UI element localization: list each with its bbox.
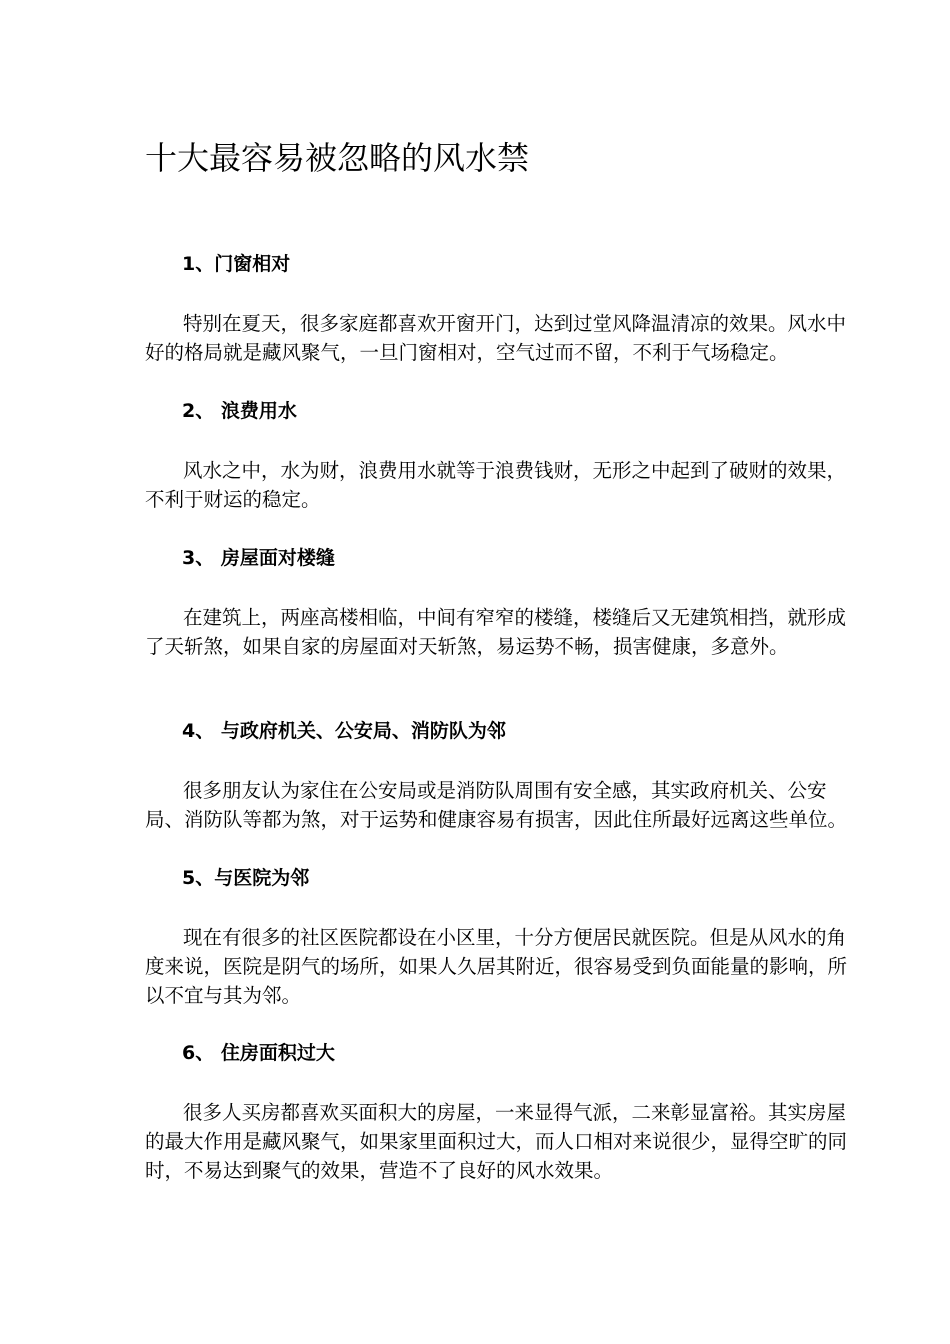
paragraph-line: 局、消防队等都为煞，对于运势和健康容易有损害，因此住所最好远离这些单位。 <box>145 808 848 831</box>
paragraph-line: 度来说，医院是阴气的场所，如果人久居其附近，很容易受到负面能量的影响，所 <box>145 955 848 978</box>
paragraph-line: 风水之中，水为财，浪费用水就等于浪费钱财，无形之中起到了破财的效果， <box>183 459 847 482</box>
section-heading-6: 6、 住房面积过大 <box>182 1042 335 1064</box>
section-paragraph-2 <box>145 456 917 514</box>
paragraph-line: 在建筑上，两座高楼相临，中间有窄窄的楼缝，楼缝后又无建筑相挡，就形成 <box>183 606 847 629</box>
paragraph-line: 很多朋友认为家住在公安局或是消防队周围有安全感，其实政府机关、公安 <box>183 779 827 802</box>
paragraph-line: 不利于财运的稳定。 <box>145 488 321 511</box>
section-paragraph-1 <box>145 309 917 367</box>
paragraph-line: 很多人买房都喜欢买面积大的房屋，一来显得气派，二来彰显富裕。其实房屋 <box>183 1101 847 1124</box>
paragraph-line: 现在有很多的社区医院都设在小区里，十分方便居民就医院。但是从风水的角 <box>183 926 847 949</box>
section-heading-5: 5、与医院为邻 <box>182 867 310 889</box>
section-heading-3: 3、 房屋面对楼缝 <box>182 547 335 569</box>
section-paragraph-4 <box>145 776 917 834</box>
section-paragraph-6 <box>145 1098 917 1185</box>
paragraph-line: 时，不易达到聚气的效果，营造不了良好的风水效果。 <box>145 1159 614 1182</box>
paragraph-line: 特别在夏天，很多家庭都喜欢开窗开门，达到过堂风降温清凉的效果。风水中 <box>183 312 847 335</box>
section-paragraph-3 <box>145 603 917 661</box>
section-paragraph-5 <box>145 923 917 1010</box>
section-heading-2: 2、 浪费用水 <box>182 400 297 422</box>
document-title: 十大最容易被忽略的风水禁 <box>145 139 530 177</box>
paragraph-line: 好的格局就是藏风聚气，一旦门窗相对，空气过而不留，不利于气场稳定。 <box>145 341 789 364</box>
paragraph-line: 以不宜与其为邻。 <box>145 984 302 1007</box>
paragraph-line: 的最大作用是藏风聚气，如果家里面积过大，而人口相对来说很少，显得空旷的同 <box>145 1130 848 1153</box>
paragraph-line: 了天斩煞，如果自家的房屋面对天斩煞，易运势不畅，损害健康，多意外。 <box>145 635 789 658</box>
section-heading-4: 4、 与政府机关、公安局、消防队为邻 <box>182 720 506 742</box>
section-heading-1: 1、门窗相对 <box>182 253 291 275</box>
